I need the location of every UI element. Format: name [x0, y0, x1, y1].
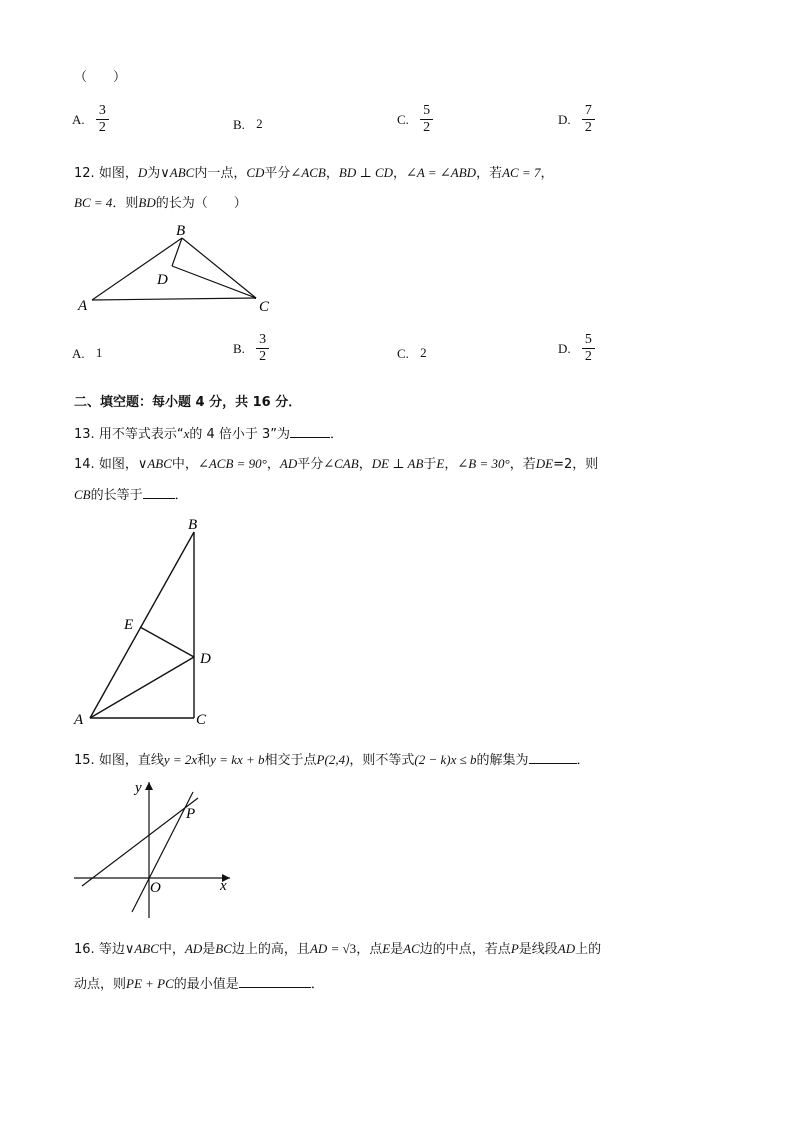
option-label: D. — [558, 111, 571, 127]
y-axis-arrow — [145, 782, 153, 790]
label-e: E — [124, 617, 134, 633]
answer-blank[interactable] — [290, 425, 330, 438]
fraction: $\frac{3}{2}$ — [256, 332, 269, 365]
option-label: A. — [72, 111, 85, 127]
label-x: x — [220, 878, 227, 894]
fraction: $\frac{3}{2}$ — [96, 103, 109, 136]
label-d: D — [157, 272, 168, 288]
label-a: A — [74, 712, 84, 728]
q12-option-a[interactable] — [72, 345, 102, 362]
q11-option-a[interactable] — [72, 103, 109, 136]
segment-bd — [172, 238, 182, 266]
option-value: 2 — [420, 345, 427, 360]
segment-de — [140, 627, 194, 657]
segment-ac — [92, 298, 256, 300]
segment-bc — [182, 238, 256, 298]
q16-stem-line2: 动点，则PE + PC的最小值是 ． — [74, 976, 324, 992]
option-value: 2 — [256, 116, 263, 131]
q15-stem: 15. 如图，直线y = 2x和y = kx + b相交于点P(2,4)，则不等式(2 − k)x ≤ b的解集为 ． — [74, 752, 590, 768]
fraction: $\frac{7}{2}$ — [582, 103, 595, 136]
q13-stem: 13. 用不等式表示“x的 4 倍小于 3”为 ． — [74, 426, 344, 442]
q15-graph-figure — [70, 776, 240, 922]
label-b: B — [188, 517, 198, 533]
q16-stem-line1: 16. 等边∨ABC中，AD是BC边上的高，且AD = √3，点E是AC边的中点，若点P是线段AD上的 — [74, 941, 602, 957]
answer-blank[interactable] — [529, 751, 577, 764]
q12-stem-line2: BC = 4．则BD的长为（ ） — [74, 195, 247, 211]
label-d: D — [200, 651, 211, 667]
label-p: P — [186, 806, 196, 822]
line-y-2x — [132, 792, 196, 912]
label-c: C — [259, 299, 270, 315]
segment-ab — [90, 532, 194, 718]
option-label: B. — [233, 340, 245, 356]
option-label: A. — [72, 346, 85, 362]
option-label: C. — [397, 111, 409, 127]
q14-stem-line2: CB的长等于 ． — [74, 487, 188, 503]
segment-ab — [92, 238, 182, 300]
section-heading: 二、填空题：每小题 4 分，共 16 分． — [74, 395, 302, 410]
label-a: A — [78, 298, 88, 314]
fraction: $\frac{5}{2}$ — [582, 332, 595, 365]
q14-triangle-figure — [70, 512, 230, 732]
q11-option-b[interactable] — [233, 116, 263, 133]
answer-blank[interactable] — [143, 486, 175, 499]
segment-dc — [172, 266, 256, 298]
q12-option-b[interactable] — [233, 332, 269, 365]
label-b: B — [176, 223, 186, 239]
option-label: D. — [558, 340, 571, 356]
q12-option-c[interactable] — [397, 345, 427, 362]
q12-triangle-figure — [70, 218, 280, 318]
line-y-kx-b — [82, 798, 198, 886]
option-label: B. — [233, 117, 245, 133]
label-y: y — [135, 780, 142, 796]
label-origin: O — [150, 880, 161, 896]
answer-blank[interactable] — [239, 975, 311, 988]
option-label: C. — [397, 346, 409, 362]
q11-option-c[interactable] — [397, 103, 433, 136]
label-c: C — [196, 712, 207, 728]
q11-option-d[interactable] — [558, 103, 595, 136]
q11-answer-paren: （ ） — [74, 70, 127, 85]
fraction: $\frac{5}{2}$ — [420, 103, 433, 136]
q14-stem-line1: 14. 如图，∨ABC中，∠ACB = 90°，AD平分∠CAB，DE ⊥ AB于E，∠B = 30°，若DE=2，则 — [74, 456, 599, 472]
q12-stem-line1: 12. 如图，D为∨ABC内一点，CD平分∠ACB，BD ⊥ CD，∠A = ∠ABD，若AC = 7， — [74, 165, 554, 181]
option-value: 1 — [95, 345, 103, 360]
segment-ad — [90, 657, 194, 718]
q12-option-d[interactable] — [558, 332, 595, 365]
